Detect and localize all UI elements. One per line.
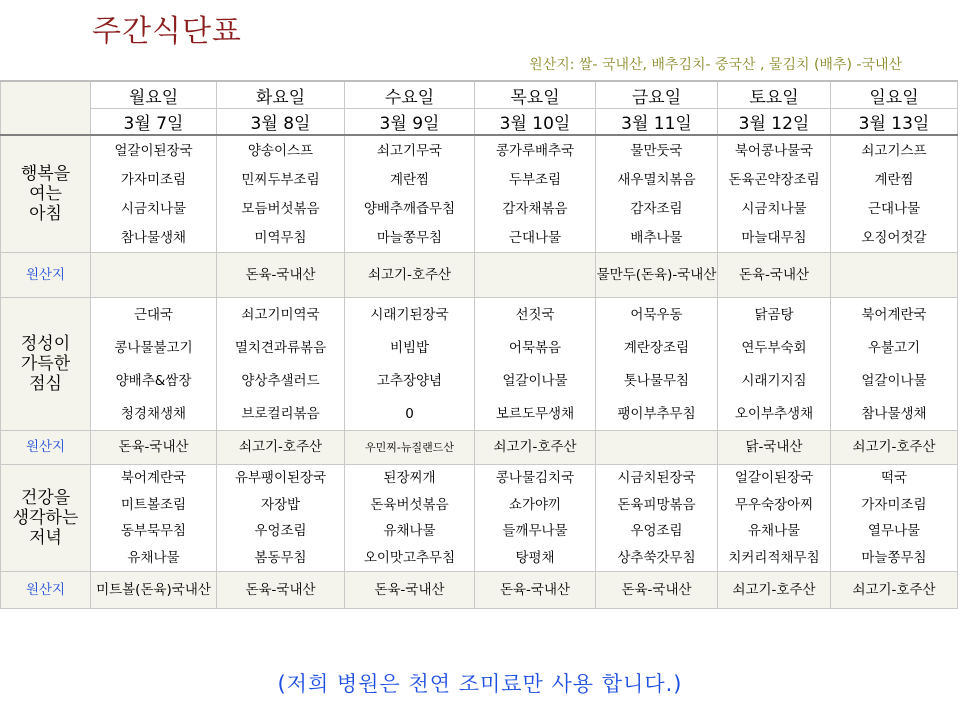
menu-item: 청경채생채 [120,405,187,422]
weekly-menu-table [0,80,958,609]
menu-item: 0 [405,405,414,422]
day-name: 수요일 [345,81,475,109]
menu-item: 근대국 [133,306,174,323]
menu-cell [217,135,345,253]
menu-cell [91,298,217,431]
origin-cell [91,253,217,298]
menu-item: 떡국 [880,470,908,487]
origin-cell: 돈육-국내산 [596,572,718,609]
menu-cell [475,465,596,572]
menu-cell [217,298,345,431]
menu-item: 미역무침 [254,229,307,246]
origin-cell: 쇠고기-호주산 [718,572,831,609]
menu-item: 보르도무생채 [495,405,575,422]
menu-item: 양송이스프 [247,142,314,159]
meal-label-line: 생각하는 [12,508,79,528]
menu-item: 계란찜 [389,171,430,188]
breakfast-origin-row [1,253,958,298]
menu-item: 쇠고기스프 [861,142,927,159]
menu-item: 오징어젓갈 [861,229,927,246]
day-name: 토요일 [718,81,831,109]
origin-note: 원산지: 쌀- 국내산, 배추김치- 중국산 , 물김치 (배추) -국내산 [529,57,902,73]
origin-cell: 돈육-국내산 [217,572,345,609]
menu-item: 콩나물불고기 [114,339,193,356]
menu-item: 자장밥 [260,496,301,513]
menu-item: 시래기지짐 [741,372,807,389]
dinner-label [1,465,91,572]
menu-item: 마늘쫑무침 [376,229,443,246]
menu-item: 무우숙장아찌 [734,496,814,513]
meal-label-line: 건강을 [20,488,71,508]
menu-item: 유부팽이된장국 [234,470,327,487]
menu-cell [475,298,596,431]
origin-cell: 돈육-국내산 [345,572,475,609]
menu-item: 얼갈이나물 [861,372,927,389]
menu-cell [345,135,475,253]
menu-item: 마늘쫑무침 [861,549,927,566]
meal-label-line: 행복을 [20,164,71,184]
origin-cell: 돈육-국내산 [475,572,596,609]
menu-item: 오이부추생채 [734,405,814,422]
origin-cell: 돈육-국내산 [91,431,217,465]
menu-item: 들깨무나물 [502,523,568,540]
meal-label-line: 가득한 [20,354,71,374]
menu-item: 시금치나물 [741,200,807,217]
dinner-row [1,465,958,572]
menu-item: 된장찌개 [383,470,436,487]
origin-cell: 돈육-국내산 [718,253,831,298]
menu-item: 새우멸치볶음 [617,171,696,188]
lunch-row [1,298,958,431]
menu-item: 오이맛고추무침 [363,549,456,566]
menu-cell [596,298,718,431]
menu-item: 시금치된장국 [617,470,696,487]
menu-item: 선짓국 [515,306,555,323]
menu-item: 물만둣국 [630,142,683,159]
menu-item: 북어계란국 [120,470,187,487]
menu-item: 유채나물 [747,523,801,540]
day-date: 3월 8일 [217,109,345,136]
menu-item: 우불고기 [867,339,921,356]
menu-item: 멸치견과류볶음 [234,339,327,356]
menu-cell [91,135,217,253]
origin-cell: 쇠고기-호주산 [831,431,958,465]
menu-item: 근대나물 [867,200,921,217]
origin-cell: 쇠고기-호주산 [217,431,345,465]
menu-item: 고추장양념 [376,372,443,389]
menu-item: 돈육피망볶음 [617,496,696,513]
menu-item: 쇼가야끼 [508,496,562,513]
menu-item: 계란찜 [874,171,914,188]
origin-label: 원산지 [1,431,91,465]
origin-cell: 쇠고기-호주산 [345,253,475,298]
day-name: 월요일 [91,81,217,109]
menu-cell [345,298,475,431]
menu-item: 비빔밥 [389,339,430,356]
origin-cell [475,253,596,298]
menu-cell [718,135,831,253]
menu-item: 팽이부추무침 [617,405,696,422]
menu-item: 상추쑥갓무침 [617,549,696,566]
menu-item: 콩가루배추국 [495,142,575,159]
menu-body [1,135,958,609]
menu-item: 감자조림 [630,200,683,217]
menu-item: 우엉조림 [630,523,683,540]
menu-item: 가자미조림 [861,496,927,513]
footer-note: (저희 병원은 천연 조미료만 사용 합니다.) [277,672,683,696]
menu-item: 양배추깨즙무침 [363,200,456,217]
origin-label: 원산지 [1,253,91,298]
menu-item: 가자미조림 [120,171,187,188]
menu-item: 연두부숙회 [741,339,807,356]
menu-item: 동부묵무침 [120,523,187,540]
menu-cell [831,298,958,431]
menu-item: 치커리적채무침 [728,549,820,566]
menu-item: 미트볼조림 [120,496,187,513]
corner-cell [1,81,91,135]
origin-cell [596,431,718,465]
menu-item: 참나물생채 [861,405,927,422]
menu-cell [718,298,831,431]
menu-item: 어묵볶음 [508,339,562,356]
menu-item: 돈육곤약장조림 [728,171,820,188]
breakfast-label [1,135,91,253]
day-name: 목요일 [475,81,596,109]
meal-label-line: 아침 [29,204,62,224]
menu-cell [596,465,718,572]
menu-item: 양배추&쌈장 [115,372,192,389]
lunch-origin-row [1,431,958,465]
menu-cell [831,465,958,572]
origin-cell: 물만두(돈육)-국내산 [596,253,718,298]
day-name: 금요일 [596,81,718,109]
day-date: 3월 10일 [475,109,596,136]
menu-item: 시래기된장국 [370,306,449,323]
origin-label: 원산지 [1,572,91,609]
meal-label-line: 저녁 [29,528,62,548]
origin-cell [831,253,958,298]
menu-item: 돈육버섯볶음 [370,496,449,513]
breakfast-row [1,135,958,253]
day-date: 3월 11일 [596,109,718,136]
menu-cell [718,465,831,572]
menu-item: 쇠고기무국 [376,142,443,159]
menu-item: 봄동무침 [254,549,307,566]
day-header-row [1,81,958,109]
date-header-row [1,109,958,136]
day-date: 3월 12일 [718,109,831,136]
menu-item: 마늘대무침 [741,229,807,246]
lunch-label [1,298,91,431]
menu-item: 북어계란국 [861,306,927,323]
menu-item: 얼갈이나물 [502,372,568,389]
menu-item: 브로컬리볶음 [241,405,320,422]
origin-cell: 돈육-국내산 [217,253,345,298]
menu-item: 민찌두부조림 [241,171,320,188]
meal-label-line: 정성이 [20,334,71,354]
menu-cell [91,465,217,572]
day-date: 3월 13일 [831,109,958,136]
menu-item: 어묵우동 [630,306,683,323]
meal-label-line: 점심 [29,374,62,394]
menu-cell [217,465,345,572]
menu-item: 양상추샐러드 [241,372,320,389]
dinner-origin-row [1,572,958,609]
menu-cell [475,135,596,253]
menu-item: 계란장조림 [623,339,690,356]
origin-cell: 우민찌-뉴질랜드산 [345,431,475,465]
meal-label-line: 여는 [29,184,62,204]
menu-item: 감자채볶음 [502,200,568,217]
day-date: 3월 9일 [345,109,475,136]
menu-item: 시금치나물 [120,200,187,217]
day-name: 일요일 [831,81,958,109]
menu-item: 근대나물 [508,229,562,246]
menu-cell [596,135,718,253]
menu-item: 참나물생채 [120,229,187,246]
menu-item: 모듬버섯볶음 [241,200,320,217]
origin-cell: 쇠고기-호주산 [475,431,596,465]
origin-cell: 닭-국내산 [718,431,831,465]
menu-cell [831,135,958,253]
menu-item: 쇠고기미역국 [241,306,320,323]
menu-cell [345,465,475,572]
menu-item: 북어콩나물국 [734,142,814,159]
menu-item: 얼갈이된장국 [734,470,814,487]
day-name: 화요일 [217,81,345,109]
menu-item: 탕평채 [515,549,555,566]
page-title: 주간식단표 [92,14,242,49]
menu-item: 콩나물김치국 [495,470,575,487]
origin-cell: 미트볼(돈육)국내산 [91,572,217,609]
menu-item: 톳나물무침 [623,372,690,389]
menu-item: 열무나물 [867,523,921,540]
menu-item: 두부조림 [508,171,562,188]
menu-item: 닭곰탕 [754,306,794,323]
origin-cell: 쇠고기-호주산 [831,572,958,609]
day-date: 3월 7일 [91,109,217,136]
menu-item: 유채나물 [127,549,180,566]
menu-item: 배추나물 [630,229,683,246]
menu-item: 유채나물 [383,523,436,540]
menu-item: 얼갈이된장국 [114,142,193,159]
menu-item: 우엉조림 [254,523,307,540]
